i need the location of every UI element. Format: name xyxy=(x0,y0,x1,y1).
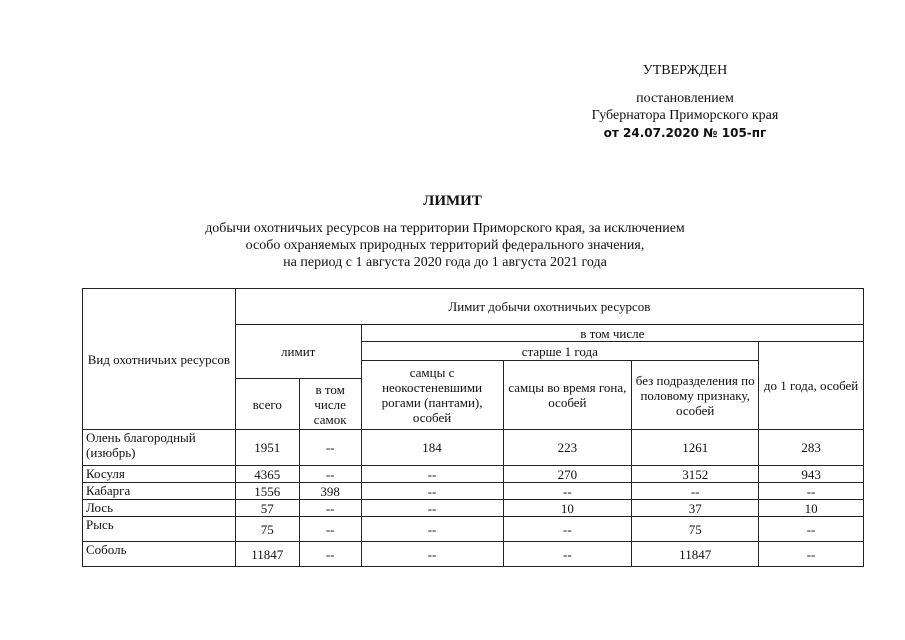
header-under-one-year: до 1 года, особей xyxy=(759,342,864,430)
cell-no-sex: 3152 xyxy=(632,466,759,483)
table-row xyxy=(83,430,864,466)
document-title: ЛИМИТ xyxy=(423,193,482,209)
cell-under-one: 10 xyxy=(759,500,864,517)
cell-antlers: 184 xyxy=(361,430,503,466)
table-row xyxy=(83,500,864,517)
subtitle-line-2: особо охраняемых природных территорий федерального значения, xyxy=(245,238,645,253)
header-no-sex-division: без подразделения по половому признаку, особей xyxy=(632,361,759,430)
species-name: Соболь xyxy=(83,542,236,567)
cell-rut: 10 xyxy=(503,500,632,517)
cell-under-one: 943 xyxy=(759,466,864,483)
cell-no-sex: 1261 xyxy=(632,430,759,466)
cell-rut: -- xyxy=(503,542,632,567)
cell-antlers: -- xyxy=(361,466,503,483)
header-limit-group: Лимит добычи охотничьих ресурсов xyxy=(235,289,863,325)
header-species: Вид охотничьих ресурсов xyxy=(83,289,236,430)
header-older-than-one-year: старше 1 года xyxy=(361,342,759,361)
cell-females: -- xyxy=(299,517,361,542)
header-males-rut: самцы во время гона, особей xyxy=(503,361,632,430)
header-females: в том числе самок xyxy=(299,379,361,430)
cell-antlers: -- xyxy=(361,542,503,567)
limit-table xyxy=(82,288,864,567)
cell-no-sex: 11847 xyxy=(632,542,759,567)
header-total: всего xyxy=(235,379,299,430)
species-name: Лось xyxy=(83,500,236,517)
cell-rut: 223 xyxy=(503,430,632,466)
cell-antlers: -- xyxy=(361,500,503,517)
species-name: Кабарга xyxy=(83,483,236,500)
species-name: Косуля xyxy=(83,466,236,483)
cell-under-one: 283 xyxy=(759,430,864,466)
approval-date-number: от 24.07.2020 № 105-пг xyxy=(603,126,767,140)
header-limit: лимит xyxy=(235,325,361,379)
cell-total: 75 xyxy=(235,517,299,542)
cell-females: -- xyxy=(299,500,361,517)
cell-no-sex: 37 xyxy=(632,500,759,517)
cell-females: -- xyxy=(299,466,361,483)
header-males-antlers: самцы с неокостеневшими рогами (пантами), особей xyxy=(361,361,503,430)
cell-total: 1556 xyxy=(235,483,299,500)
approval-heading: УТВЕРЖДЕН xyxy=(642,63,728,78)
cell-total: 4365 xyxy=(235,466,299,483)
approval-line-2: Губернатора Приморского края xyxy=(591,108,779,123)
subtitle-line-3: на период с 1 августа 2020 года до 1 августа 2021 года xyxy=(283,255,607,270)
table-row xyxy=(83,517,864,542)
cell-females: -- xyxy=(299,542,361,567)
cell-females: 398 xyxy=(299,483,361,500)
cell-no-sex: 75 xyxy=(632,517,759,542)
cell-antlers: -- xyxy=(361,483,503,500)
species-name: Олень благородный (изюбрь) xyxy=(83,430,236,466)
cell-antlers: -- xyxy=(361,517,503,542)
cell-no-sex: -- xyxy=(632,483,759,500)
cell-rut: -- xyxy=(503,517,632,542)
approval-line-1: постановлением xyxy=(636,91,734,106)
table-row xyxy=(83,466,864,483)
subtitle-line-1: добычи охотничьих ресурсов на территории Приморского края, за исключением xyxy=(205,221,685,236)
species-name: Рысь xyxy=(83,517,236,542)
cell-females: -- xyxy=(299,430,361,466)
cell-total: 57 xyxy=(235,500,299,517)
cell-under-one: -- xyxy=(759,517,864,542)
cell-rut: 270 xyxy=(503,466,632,483)
cell-under-one: -- xyxy=(759,542,864,567)
cell-rut: -- xyxy=(503,483,632,500)
header-including: в том числе xyxy=(361,325,863,342)
cell-total: 11847 xyxy=(235,542,299,567)
cell-total: 1951 xyxy=(235,430,299,466)
table-row xyxy=(83,483,864,500)
table-row xyxy=(83,542,864,567)
cell-under-one: -- xyxy=(759,483,864,500)
